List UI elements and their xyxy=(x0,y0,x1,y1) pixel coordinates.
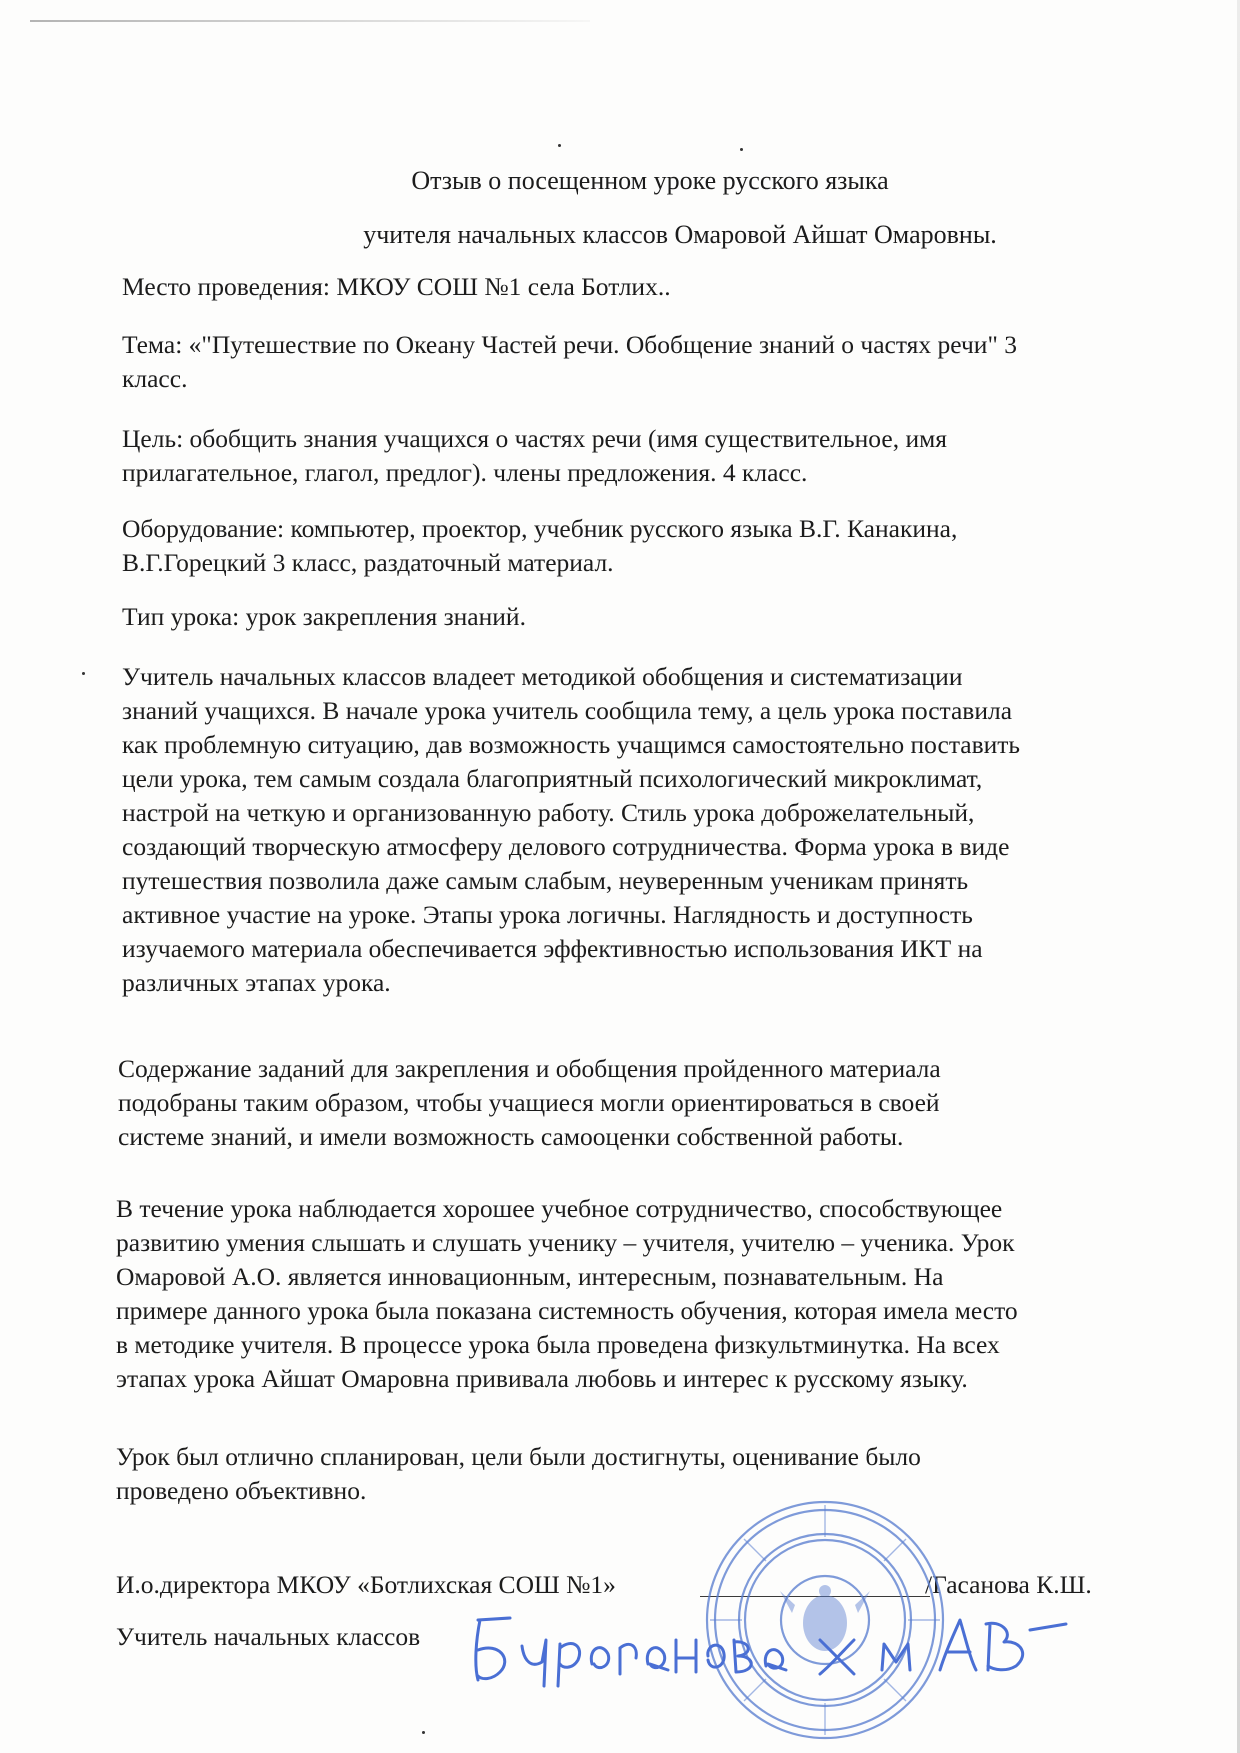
paragraph-line: Омаровой А.О. является инновационным, интересным, познавательным. На xyxy=(116,1262,944,1291)
paragraph-2 xyxy=(118,1052,941,1154)
document-title-line-2: учителя начальных классов Омаровой Айшат Омаровны. xyxy=(363,220,997,249)
teacher-signature-label: Учитель начальных классов xyxy=(116,1622,421,1651)
paragraph-line: системе знаний, и имели возможность самооценки собственной работы. xyxy=(118,1122,904,1151)
paragraph-line: подобраны таким образом, чтобы учащиеся могли ориентироваться в своей xyxy=(118,1088,940,1117)
scan-speck xyxy=(558,144,561,147)
scan-speck xyxy=(422,1731,425,1734)
paragraph-line: путешествия позволила даже самым слабым, неуверенным ученикам принять xyxy=(122,866,969,895)
paragraph-line: знаний учащихся. В начале урока учитель сообщила тему, а цель урока поставила xyxy=(122,696,1013,725)
paragraph-line: в методике учителя. В процессе урока была проведена физкультминутка. На всех xyxy=(116,1330,1000,1359)
director-signature-name: /Гасанова К.Ш. xyxy=(925,1570,1092,1599)
paragraph-line: Учитель начальных классов владеет методикой обобщения и систематизации xyxy=(122,662,963,691)
paragraph-line: изучаемого материала обеспечивается эффективностью использования ИКТ на xyxy=(122,934,983,963)
topic-line: класс. xyxy=(122,364,188,393)
paragraph-line: цели урока, тем самым создала благоприятный психологический микроклимат, xyxy=(122,764,983,793)
paragraph-line: как проблемную ситуацию, дав возможность учащимся самостоятельно поставить xyxy=(122,730,1021,759)
equipment-line: Оборудование: компьютер, проектор, учебник русского языка В.Г. Канакина, xyxy=(122,514,958,543)
paragraph-line: В течение урока наблюдается хорошее учебное сотрудничество, способствующее xyxy=(116,1194,1003,1223)
place-line: Место проведения: МКОУ СОШ №1 села Ботлих.. xyxy=(122,272,671,301)
scan-speck xyxy=(740,148,743,151)
paragraph-1 xyxy=(122,660,1020,1000)
scan-speck xyxy=(82,672,85,675)
paragraph-3 xyxy=(116,1192,1018,1396)
topic-block xyxy=(122,328,1017,396)
paragraph-line: создающий творческую атмосферу делового сотрудничества. Форма урока в виде xyxy=(122,832,1010,861)
equipment-block xyxy=(122,512,957,580)
paragraph-line: примере данного урока была показана системность обучения, которая имела место xyxy=(116,1296,1018,1325)
paragraph-line: этапах урока Айшат Омаровна прививала любовь и интерес к русскому языку. xyxy=(116,1364,968,1393)
scan-edge-top xyxy=(30,20,590,22)
paragraph-line: развитию умения слышать и слушать ученику – учителя, учителю – ученика. Урок xyxy=(116,1228,1015,1257)
document-title-line-1: Отзыв о посещенном уроке русского языка xyxy=(411,166,889,195)
equipment-line: В.Г.Горецкий 3 класс, раздаточный материал. xyxy=(122,548,614,577)
paragraph-line: настрой на четкую и организованную работу. Стиль урока доброжелательный, xyxy=(122,798,975,827)
paragraph-line: активное участие на уроке. Этапы урока логичны. Наглядность и доступность xyxy=(122,900,973,929)
handwritten-signature xyxy=(470,1610,1070,1690)
topic-line: Тема: «"Путешествие по Океану Частей речи. Обобщение знаний о частях речи" 3 xyxy=(122,330,1017,359)
paragraph-line: проведено объективно. xyxy=(116,1476,367,1505)
paragraph-line: различных этапах урока. xyxy=(122,968,391,997)
goal-block xyxy=(122,422,947,490)
paragraph-line: Содержание заданий для закрепления и обобщения пройденного материала xyxy=(118,1054,941,1083)
goal-line: прилагательное, глагол, предлог). члены предложения. 4 класс. xyxy=(122,458,808,487)
goal-line: Цель: обобщить знания учащихся о частях речи (имя существительное, имя xyxy=(122,424,947,453)
paragraph-line: Урок был отлично спланирован, цели были достигнуты, оценивание было xyxy=(116,1442,921,1471)
director-signature-label: И.о.директора МКОУ «Ботлихская СОШ №1» xyxy=(116,1570,616,1599)
lesson-type-line: Тип урока: урок закрепления знаний. xyxy=(122,602,526,631)
